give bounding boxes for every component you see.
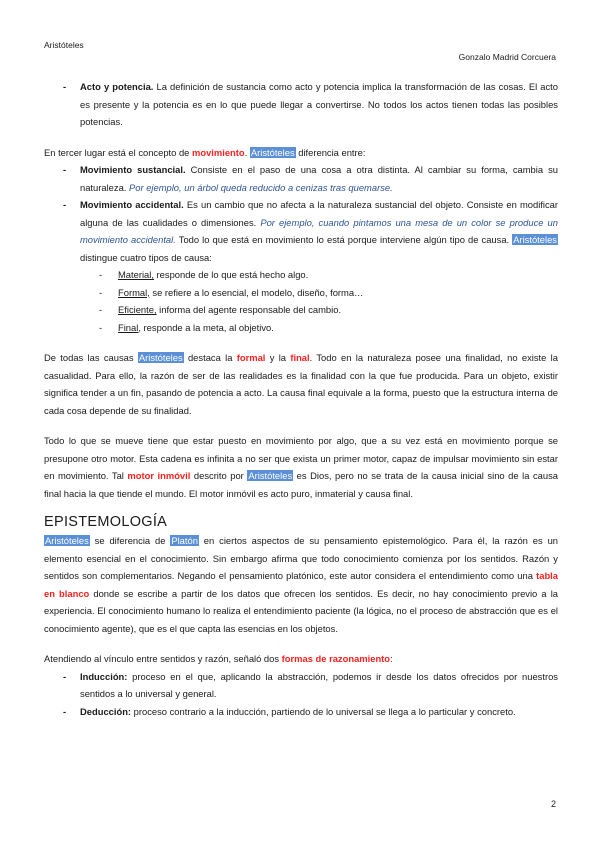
cause-desc: responde a la meta, al objetivo. (140, 321, 274, 333)
cause-term: Eficiente, (118, 304, 157, 315)
paragraph-causa-final (44, 349, 558, 419)
bullet-dash: - (63, 199, 67, 210)
text: y la (265, 352, 291, 363)
bullet-term: Deducción: (80, 705, 132, 717)
bullet-text: La definición de sustancia como acto y potencia implica la transformación de las cosas. El acto es presente y la potencia es en lo que puede llegar a convertirse. No todos los actos tienen todas las posibles potencias. (80, 81, 558, 127)
subbullet-cause-formal (44, 284, 558, 302)
bullet-term: Movimiento accidental. (80, 199, 184, 210)
text: en ciertos aspectos de su pensamiento epistemológico. Para él, la razón es un elemento esencial en el conocimiento. Sin embargo afirma que todo conocimiento comienza por los sentidos. Razón y sentidos son complementarios. Negando el pensamiento platónico, este autor considera el entendimiento como una (44, 535, 558, 581)
paragraph-formas-razonamiento (44, 650, 558, 668)
bullet-text: Todo lo que está en movimiento lo está porque interviene algún tipo de causa. (175, 234, 513, 245)
highlight-platon: Platón (171, 535, 198, 546)
text: destaca la (183, 352, 237, 363)
highlight-aristoteles: Aristóteles (45, 535, 89, 546)
bullet-movimiento-sustancial (44, 161, 558, 196)
bullet-acto-potencia (44, 78, 558, 131)
bullet-dash: - (99, 304, 103, 315)
bullet-text: proceso contrario a la inducción, partiendo de lo universal se llega a lo particular y concreto. (131, 705, 516, 717)
cause-term: Final, (118, 321, 141, 333)
text: En tercer lugar está el concepto de (44, 146, 193, 158)
highlight-aristoteles: Aristóteles (138, 352, 183, 363)
example-text: Por ejemplo, cuando pintamos una mesa de un color se produce un movimiento accidental. (80, 216, 558, 245)
paragraph-epistemologia (44, 532, 558, 637)
cause-desc: se refiere a lo esencial, el modelo, diseño, forma… (149, 286, 364, 298)
bullet-induccion (44, 668, 558, 703)
header-author: Gonzalo Madrid Corcuera (458, 52, 556, 62)
cause-desc: responde de lo que está hecho algo. (153, 269, 309, 280)
header-title: Aristóteles (44, 40, 84, 50)
section-heading-epistemologia: EPISTEMOLOGÍA (44, 514, 168, 530)
cause-desc: informa del agente responsable del cambio. (156, 304, 342, 315)
text: diferencia entre: (295, 146, 366, 158)
cause-term: Material, (118, 269, 154, 280)
paragraph-movimiento-intro (44, 144, 558, 162)
text: . Todo en la naturaleza posee una finalidad, no existe la casualidad. Para ello, la razón de ser de las realidades es la finalidad con la que fue producida. Para un objeto, existir significa tender a un fin, pasando de potencia a acto. La causa final equivale a la forma, puesto que la estructura interna de cada cosa depende de su finalidad. (44, 352, 558, 416)
page-body (44, 78, 558, 720)
bullet-text: Es un cambio que no afecta a la naturaleza sustancial del objeto. Consiste en modificar alguna de las cualidades o dimensiones. (80, 199, 558, 228)
bullet-dash: - (63, 81, 67, 92)
bullet-deduccion (44, 703, 558, 721)
bullet-text: Consiste en el paso de una cosa a otra distinta. Al cambiar su forma, cambia su naturaleza. (80, 164, 558, 193)
text: Todo lo que se mueve tiene que estar puesto en movimiento por algo, que a su vez está en movimiento porque se presupone otro motor. Esta cadena es infinita a no ser que exista un primer motor, capaz de impulsar movimiento sin estar en movimiento. Tal (44, 435, 558, 481)
keyword-final: final (290, 352, 310, 363)
subbullet-cause-eficiente (44, 301, 558, 319)
keyword-movimiento: movimiento (192, 146, 245, 158)
text: Atendiendo al vínculo entre sentidos y razón, señaló dos (44, 653, 282, 664)
text: . (244, 146, 250, 158)
bullet-dash: - (99, 321, 103, 333)
bullet-term: Acto y potencia. (80, 81, 154, 92)
bullet-dash: - (63, 705, 67, 717)
bullet-term: Movimiento sustancial. (80, 164, 186, 175)
text: se diferencia de (89, 535, 171, 546)
highlight-aristoteles: Aristóteles (513, 234, 557, 245)
page-number: 2 (550, 799, 556, 809)
bullet-text: distingue cuatro tipos de causa: (80, 251, 212, 263)
text: : (390, 653, 393, 664)
keyword-tabla-en-blanco: tabla en blanco (44, 570, 558, 599)
bullet-term: Inducción: (80, 670, 128, 682)
text: es Dios, pero no se trata de la causa inicial sino de la causa final hacia la que tiende el mundo. El motor inmóvil es acto puro, inmaterial y causa final. (44, 470, 558, 499)
text: De todas las causas (44, 352, 138, 363)
keyword-formas-de-razonamiento: formas de razonamiento (281, 653, 391, 664)
paragraph-motor-inmovil (44, 432, 558, 502)
bullet-dash: - (99, 286, 103, 298)
example-text: Por ejemplo, un árbol queda reducido a cenizas tras quemarse. (129, 181, 393, 193)
highlight-aristoteles: Aristóteles (250, 146, 295, 158)
bullet-dash: - (63, 164, 67, 175)
bullet-dash: - (63, 670, 67, 682)
highlight-aristoteles: Aristóteles (248, 470, 293, 481)
text: descrito por (190, 470, 248, 481)
keyword-formal: formal (236, 352, 266, 363)
bullet-text: proceso en el que, aplicando la abstracción, podemos ir desde los datos ofrecidos por nuestros sentidos a lo universal y general. (80, 670, 558, 699)
bullet-movimiento-accidental (44, 196, 558, 266)
keyword-motor-inmovil: motor inmóvil (127, 470, 191, 481)
subbullet-cause-material (44, 266, 558, 284)
text: donde se escribe a partir de los datos que ofrecen los sentidos. Es decir, no hay conocimiento previo a la experiencia. El conocimiento humano lo realiza el entendimiento paciente (la lógica, no el proceso de abstracción que es el conocimiento agente), que es el que capta las esencias en los objetos. (44, 587, 558, 634)
subbullet-cause-final (44, 319, 558, 337)
bullet-dash: - (99, 269, 103, 280)
cause-term: Formal, (118, 286, 150, 298)
